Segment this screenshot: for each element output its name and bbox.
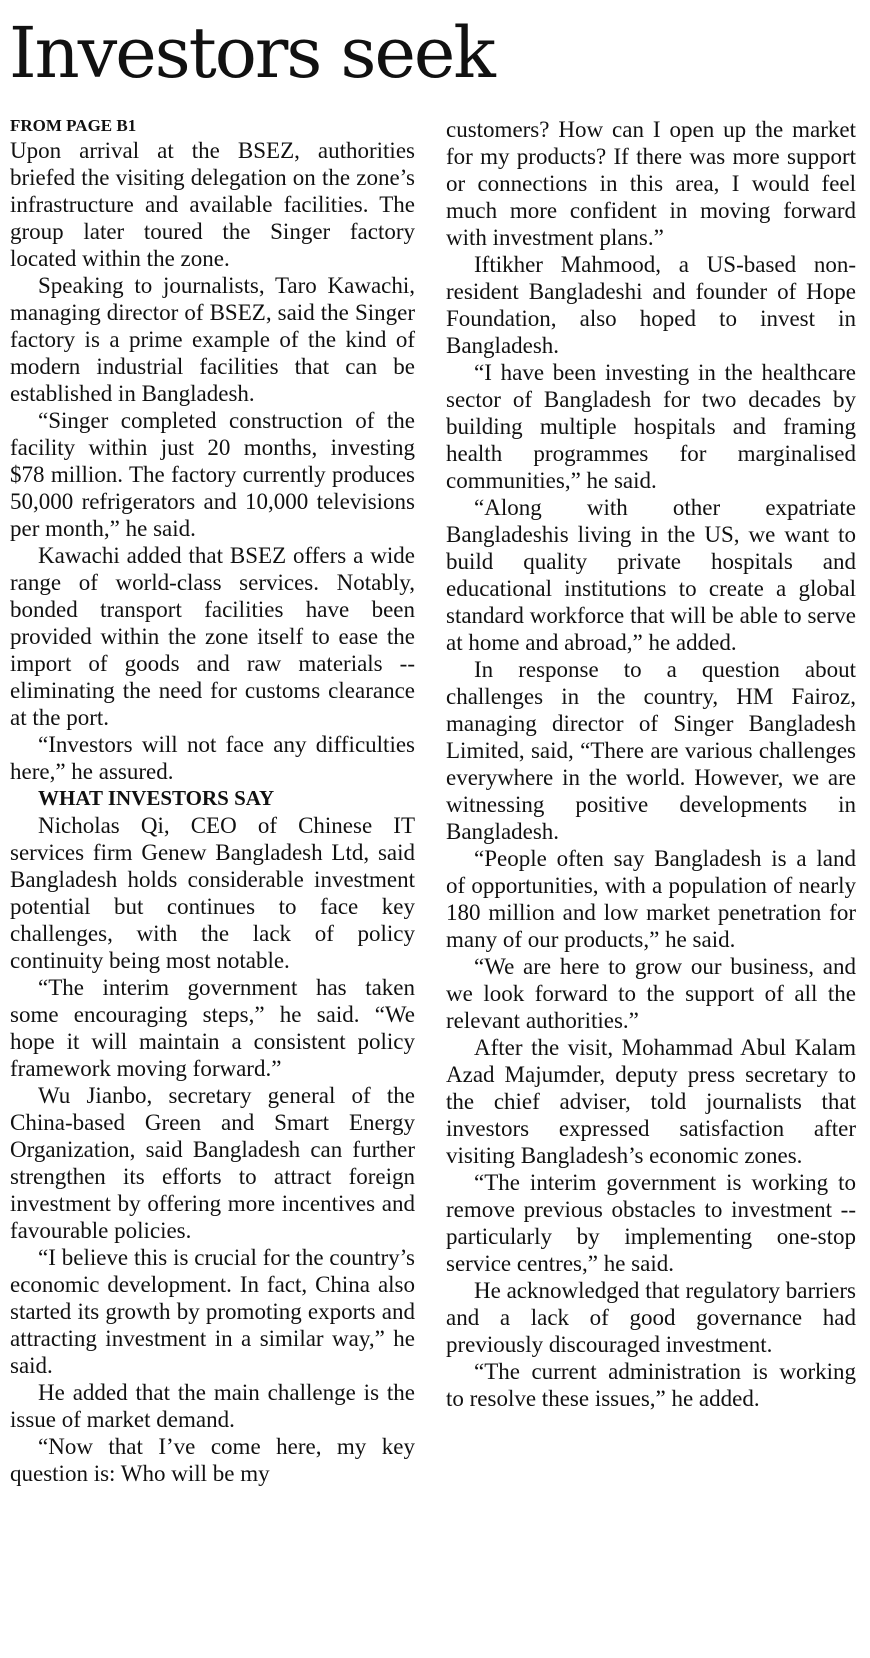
paragraph: “I believe this is crucial for the country’s economic development. In fact, China also started its growth by promoting exports and attracting investment in a similar way,” he said. [10,1245,415,1378]
paragraph: After the visit, Mohammad Abul Kalam Azad Majumder, deputy press secretary to the chief adviser, told journalists that investors expressed satisfaction after visiting Bangladesh’s economic zones. [446,1035,856,1168]
paragraph: Wu Jianbo, secretary general of the China-based Green and Smart Energy Organization, said Bangladesh can further strengthen its efforts to attract foreign investment by offering more incentives and favourable policies. [10,1083,415,1243]
paragraph: customers? How can I open up the market for my products? If there was more support or connections in this area, I would feel much more confident in moving forward with investment plans.” [446,117,856,250]
paragraph: Nicholas Qi, CEO of Chinese IT services firm Genew Bangladesh Ltd, said Bangladesh holds considerable investment potential but continues to face key challenges, with the lack of policy continuity being most notable. [10,813,415,973]
paragraph: Speaking to journalists, Taro Kawachi, managing director of BSEZ, said the Singer factory is a prime example of the kind of modern industrial facilities that can be established in Bangladesh. [10,273,415,406]
paragraph: “Now that I’ve come here, my key question is: Who will be my [10,1434,415,1486]
paragraph: “Singer completed construction of the facility within just 20 months, investing $78 million. The factory currently produces 50,000 refrigerators and 10,000 televisions per month,” he said. [10,408,415,541]
paragraph: “People often say Bangladesh is a land of opportunities, with a population of nearly 180 million and low market penetration for many of our products,” he said. [446,846,856,952]
paragraph: Upon arrival at the BSEZ, authorities briefed the visiting delegation on the zone’s infrastructure and available facilities. The group later toured the Singer factory located within the zone. [10,138,415,271]
paragraph: “The interim government is working to remove previous obstacles to investment -- particularly by implementing one-stop service centres,” he said. [446,1170,856,1276]
article-column-left [10,116,415,1487]
paragraph: “We are here to grow our business, and we look forward to the support of all the relevant authorities.” [446,954,856,1033]
paragraph: Kawachi added that BSEZ offers a wide range of world-class services. Notably, bonded transport facilities have been provided within the zone itself to ease the import of goods and raw materials -- eliminating the need for customs clearance at the port. [10,543,415,730]
paragraph: He added that the main challenge is the issue of market demand. [10,1380,415,1432]
from-page-kicker: FROM PAGE B1 [10,116,137,135]
subheading: WHAT INVESTORS SAY [38,786,275,810]
paragraph: “Along with other expatriate Bangladeshis living in the US, we want to build quality private hospitals and educational institutions to create a global standard workforce that will be able to serve at home and abroad,” he added. [446,495,856,655]
paragraph: “The current administration is working to resolve these issues,” he added. [446,1359,856,1411]
paragraph: “The interim government has taken some encouraging steps,” he said. “We hope it will maintain a consistent policy framework moving forward.” [10,975,415,1081]
paragraph: “Investors will not face any difficulties here,” he assured. [10,732,415,784]
article-column-right [446,116,856,1412]
paragraph: In response to a question about challenges in the country, HM Fairoz, managing director of Singer Bangladesh Limited, said, “There are various challenges everywhere in the world. However, we are witnessing positive developments in Bangladesh. [446,657,856,844]
paragraph: He acknowledged that regulatory barriers and a lack of good governance had previously discouraged investment. [446,1278,856,1357]
headline: Investors seek [9,12,494,94]
paragraph: “I have been investing in the healthcare sector of Bangladesh for two decades by building multiple hospitals and framing health programmes for marginalised communities,” he said. [446,360,856,493]
paragraph: Iftikher Mahmood, a US-based non-resident Bangladeshi and founder of Hope Foundation, also hoped to invest in Bangladesh. [446,252,856,358]
